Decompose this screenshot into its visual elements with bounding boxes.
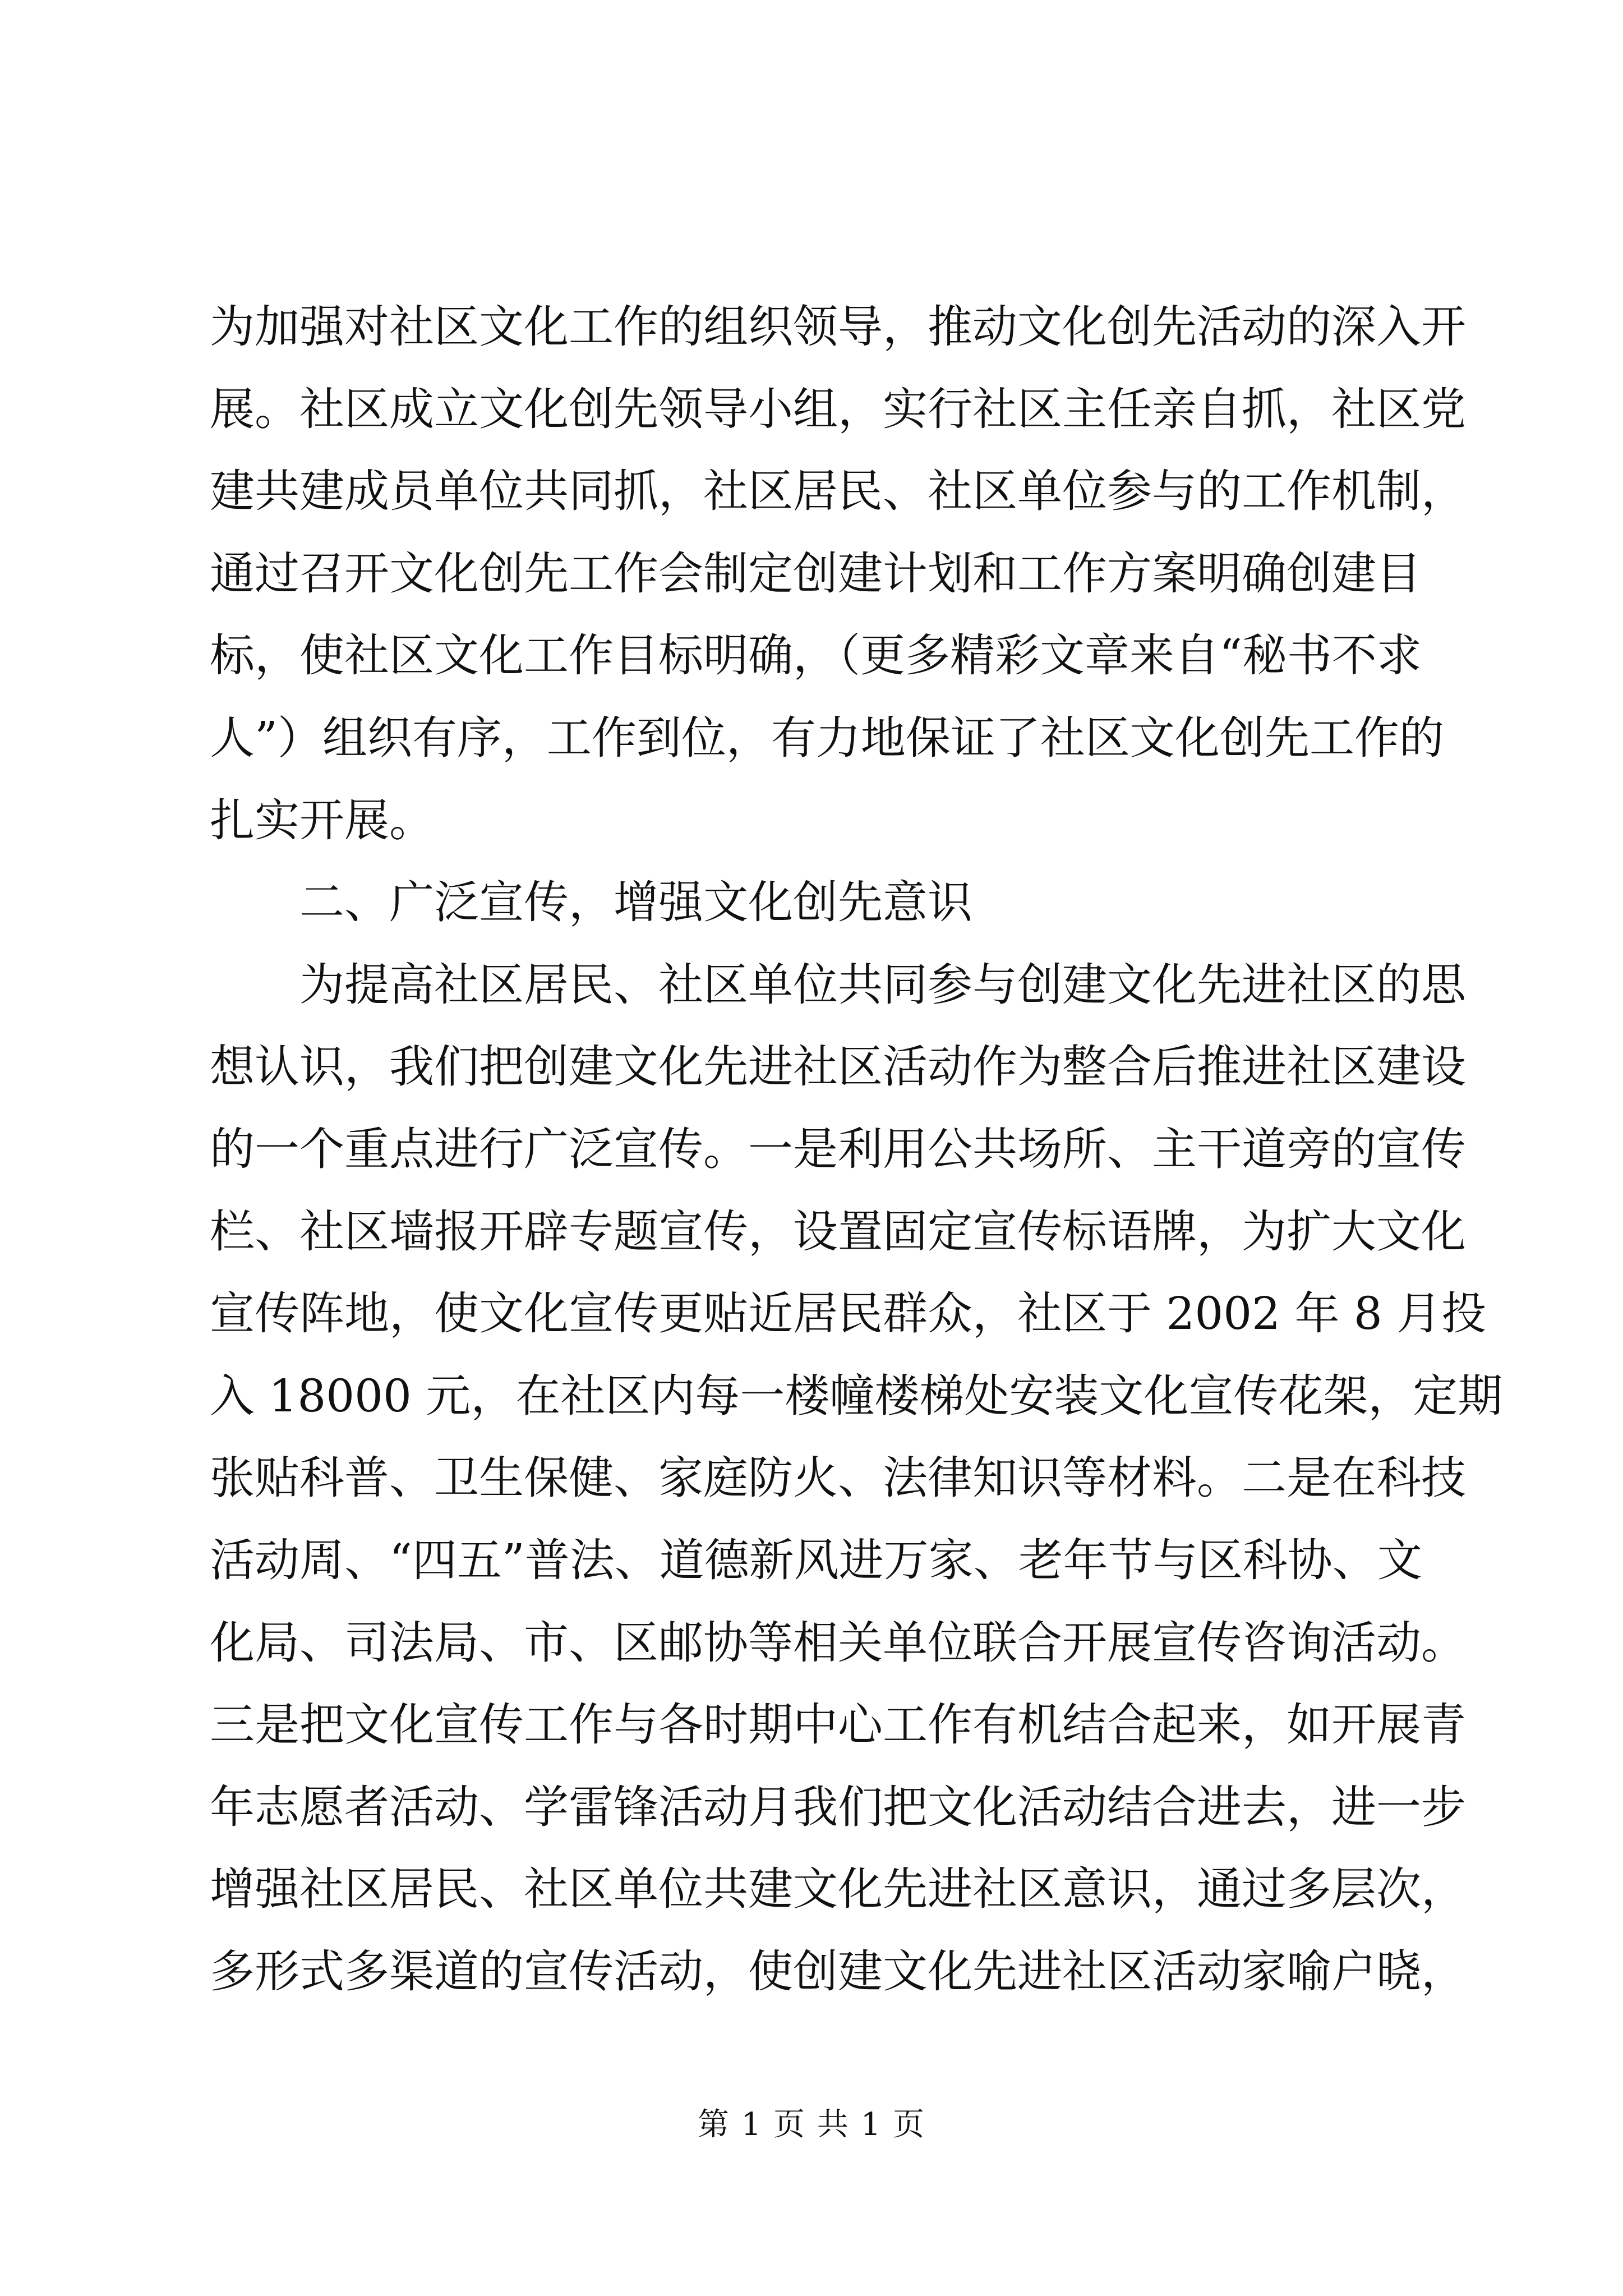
paragraph-line: 活动周、“四五”普法、道德新风进万家、老年节与区科协、文 xyxy=(210,1534,1422,1586)
paragraph-line: 建共建成员单位共同抓，社区居民、社区单位参与的工作机制， xyxy=(210,465,1466,518)
paragraph-line: 宣传阵地，使文化宣传更贴近居民群众，社区于 2002 年 8 月投 xyxy=(210,1287,1487,1340)
paragraph-line: 标，使社区文化工作目标明确，（更多精彩文章来自“秘书不求 xyxy=(210,629,1422,682)
paragraph-line: 人”）组织有序，工作到位，有力地保证了社区文化创先工作的 xyxy=(210,711,1444,764)
paragraph-line: 年志愿者活动、学雷锋活动月我们把文化活动结合进去，进一步 xyxy=(210,1780,1466,1833)
paragraph-line: 栏、社区墙报开辟专题宣传，设置固定宣传标语牌，为扩大文化 xyxy=(210,1205,1466,1258)
paragraph-line: 的一个重点进行广泛宣传。一是利用公共场所、主干道旁的宣传 xyxy=(210,1122,1466,1175)
paragraph-line: 化局、司法局、市、区邮协等相关单位联合开展宣传咨询活动。 xyxy=(210,1616,1466,1669)
paragraph-line: 展。社区成立文化创先领导小组，实行社区主任亲自抓，社区党 xyxy=(210,383,1466,435)
paragraph-line: 为提高社区居民、社区单位共同参与创建文化先进社区的思 xyxy=(299,958,1466,1011)
paragraph-line: 想认识，我们把创建文化先进社区活动作为整合后推进社区建设 xyxy=(210,1041,1466,1093)
paragraph-line: 张贴科普、卫生保健、家庭防火、法律知识等材料。二是在科技 xyxy=(210,1452,1466,1504)
paragraph-line: 为加强对社区文化工作的组织领导，推动文化创先活动的深入开 xyxy=(210,301,1466,353)
page-number-footer: 第 1 页 共 1 页 xyxy=(697,2106,926,2143)
document-body xyxy=(210,286,1503,2013)
paragraph-line: 通过召开文化创先工作会制定创建计划和工作方案明确创建目 xyxy=(210,547,1421,600)
paragraph-line: 三是把文化宣传工作与各时期中心工作有机结合起来，如开展青 xyxy=(210,1699,1466,1751)
section-heading: 二、广泛宣传，增强文化创先意识 xyxy=(299,876,972,929)
paragraph-line: 增强社区居民、社区单位共建文化先进社区意识，通过多层次， xyxy=(210,1863,1466,1916)
paragraph-line: 扎实开展。 xyxy=(210,794,434,846)
paragraph-line: 多形式多渠道的宣传活动，使创建文化先进社区活动家喻户晓， xyxy=(210,1945,1466,1998)
paragraph-line: 入 18000 元，在社区内每一楼幢楼梯处安装文化宣传花架，定期 xyxy=(210,1369,1503,1422)
